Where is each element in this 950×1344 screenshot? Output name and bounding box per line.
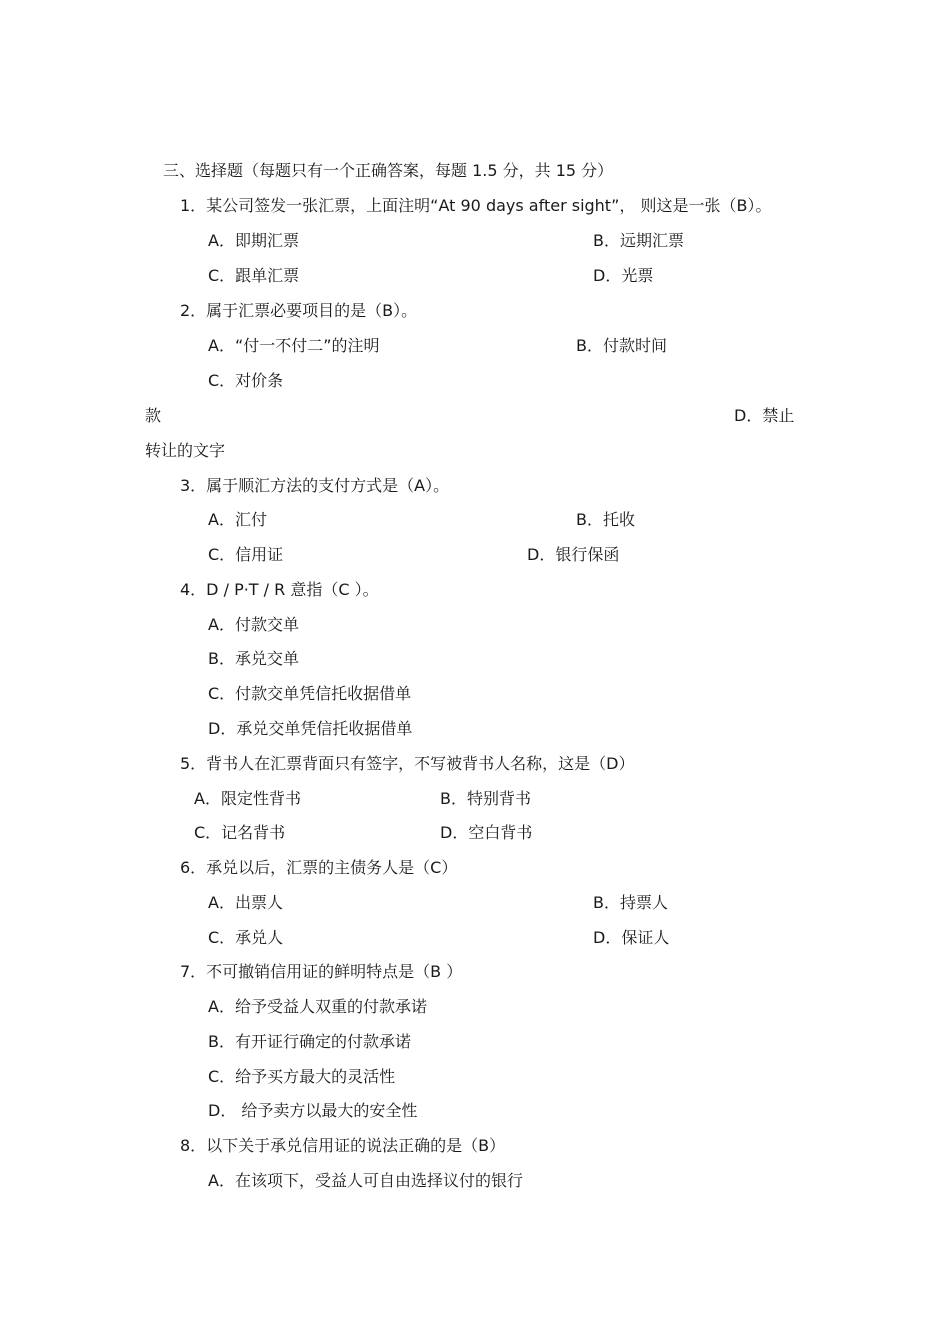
question-6-option-a: A．出票人 (208, 893, 283, 912)
question-1-option-a: A．即期汇票 (208, 231, 299, 250)
question-5-option-c: C．记名背书 (194, 823, 286, 842)
section-title: 三、选择题（每题只有一个正确答案，每题 1.5 分，共 15 分） (163, 161, 614, 180)
question-3-option-c: C．信用证 (208, 545, 284, 564)
question-3-option-a: A．汇付 (208, 510, 267, 529)
question-7-option-a: A．给予受益人双重的付款承诺 (208, 997, 427, 1016)
question-2-option-b: B．付款时间 (576, 336, 667, 355)
question-4-option-d: D．承兑交单凭信托收据借单 (208, 719, 413, 738)
question-1-stem: 1．某公司签发一张汇票，上面注明“At 90 days after sight”， 则这是一张（B）。 (180, 196, 772, 215)
question-6-stem: 6．承兑以后，汇票的主债务人是（C） (180, 858, 458, 877)
question-2-option-d: D．禁止 (734, 406, 795, 425)
question-4-stem: 4．D / P·T / R 意指（C ）。 (180, 580, 379, 599)
question-1-option-b: B．远期汇票 (593, 231, 684, 250)
question-6-option-c: C．承兑人 (208, 928, 284, 947)
question-5-option-a: A．限定性背书 (194, 789, 301, 808)
question-6-option-b: B．持票人 (593, 893, 668, 912)
question-3-option-b: B．托收 (576, 510, 635, 529)
question-7-option-b: B．有开证行确定的付款承诺 (208, 1032, 411, 1051)
question-5-option-d: D．空白背书 (440, 823, 533, 842)
question-5-stem: 5．背书人在汇票背面只有签字，不写被背书人名称，这是（D） (180, 754, 635, 773)
question-4-option-b: B．承兑交单 (208, 649, 299, 668)
question-4-option-a: A．付款交单 (208, 615, 299, 634)
question-1-option-d: D．光票 (593, 266, 654, 285)
question-7-stem: 7．不可撤销信用证的鲜明特点是（B ） (180, 962, 463, 981)
question-5-option-b: B．特别背书 (440, 789, 531, 808)
question-2-option-d-wrap: 转让的文字 (145, 441, 226, 460)
question-7-option-d: D． 给予卖方以最大的安全性 (208, 1101, 418, 1120)
question-8-stem: 8．以下关于承兑信用证的说法正确的是（B） (180, 1136, 506, 1155)
question-2-stem: 2．属于汇票必要项目的是（B）。 (180, 301, 418, 320)
question-7-option-c: C．给予买方最大的灵活性 (208, 1067, 396, 1086)
question-3-option-d: D．银行保函 (527, 545, 620, 564)
question-6-option-d: D．保证人 (593, 928, 670, 947)
question-2-option-a: A．“付一不付二”的注明 (208, 336, 380, 355)
question-8-option-a: A．在该项下，受益人可自由选择议付的银行 (208, 1171, 523, 1190)
question-1-option-c: C．跟单汇票 (208, 266, 300, 285)
question-2-option-c-wrap: 款 (145, 406, 162, 425)
question-3-stem: 3．属于顺汇方法的支付方式是（A）。 (180, 476, 450, 495)
question-2-option-c: C．对价条 (208, 371, 284, 390)
question-4-option-c: C．付款交单凭信托收据借单 (208, 684, 412, 703)
